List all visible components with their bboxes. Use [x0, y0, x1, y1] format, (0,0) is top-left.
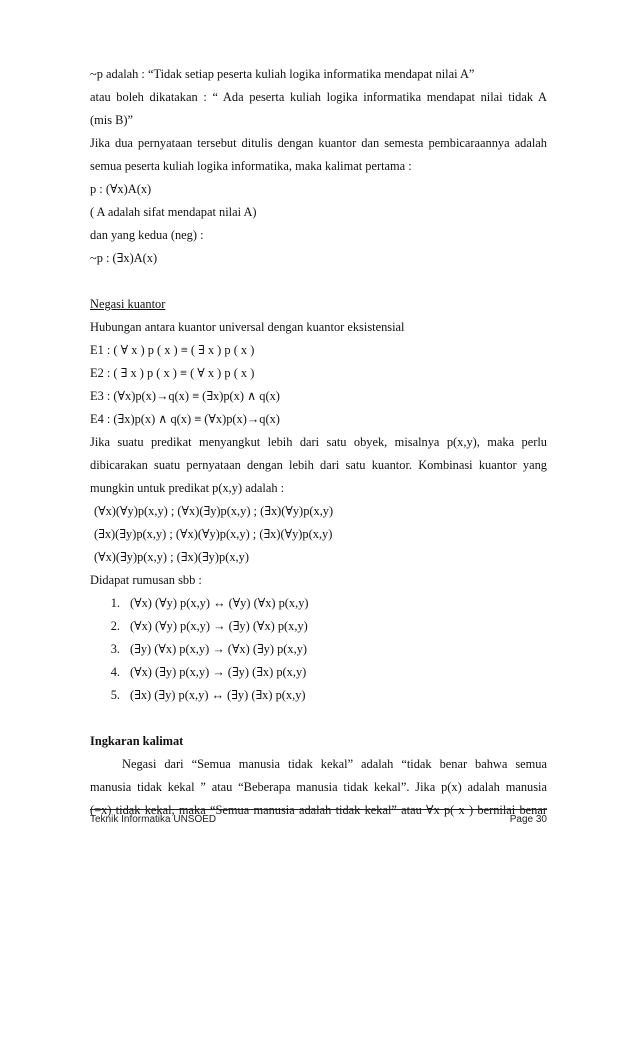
section-heading-ingkaran-kalimat: Ingkaran kalimat — [90, 734, 184, 748]
list-item — [90, 615, 547, 638]
list-item — [90, 684, 547, 707]
list-number: 3. — [110, 642, 120, 656]
footer-institution: Teknik Informatika UNSOED — [90, 814, 217, 825]
formula-text: (∀x) (∀y) p(x,y) ↔ (∀y) (∀x) p(x,y) — [130, 596, 309, 610]
list-item — [90, 638, 547, 661]
list-number: 2. — [110, 619, 120, 633]
text-line: dibicarakan suatu pernyataan dengan lebih dari satu kuantor. Kombinasi kuantor yang — [90, 458, 547, 472]
text-line: Didapat rumusan sbb : — [90, 573, 202, 587]
text-line: Jika dua pernyataan tersebut ditulis dengan kuantor dan semesta pembicaraannya adalah — [90, 136, 547, 150]
quantifier-combination-row: (∃x)(∃y)p(x,y) ; (∀x)(∀y)p(x,y) ; (∃x)(∀y)p(x,y) — [94, 527, 333, 541]
formula-line: ~p : (∃x)A(x) — [90, 251, 158, 265]
document-body — [90, 63, 547, 822]
text-line: Jika suatu predikat menyangkut lebih dari satu obyek, misalnya p(x,y), maka perlu — [90, 435, 547, 449]
formula-text: (∀x) (∀y) p(x,y) → (∃y) (∀x) p(x,y) — [130, 619, 308, 633]
text-line: mungkin untuk predikat p(x,y) adalah : — [90, 481, 285, 495]
equivalence-e1: E1 : ( ∀ x ) p ( x ) ≡ ( ∃ x ) p ( x ) — [90, 343, 255, 357]
text-line: Hubungan antara kuantor universal dengan kuantor eksistensial — [90, 320, 405, 334]
text-line: ( A adalah sifat mendapat nilai A) — [90, 205, 257, 219]
text-line: ~p adalah : “Tidak setiap peserta kuliah logika informatika mendapat nilai A” — [90, 67, 475, 81]
quantifier-combination-row: (∀x)(∃y)p(x,y) ; (∃x)(∃y)p(x,y) — [94, 550, 249, 564]
formula-text: (∃y) (∀x) p(x,y) → (∀x) (∃y) p(x,y) — [130, 642, 308, 656]
section-heading-negasi-kuantor: Negasi kuantor — [90, 297, 166, 311]
formula-line: p : (∀x)A(x) — [90, 182, 152, 196]
list-number: 5. — [110, 688, 120, 702]
formula-list — [90, 592, 547, 707]
text-line: (mis B)” — [90, 113, 134, 127]
page-footer — [90, 814, 547, 825]
footer-divider — [90, 809, 547, 810]
list-item — [90, 661, 547, 684]
list-number: 1. — [110, 596, 120, 610]
formula-text: (∃x) (∃y) p(x,y) ↔ (∃y) (∃x) p(x,y) — [130, 688, 306, 702]
page-number: Page 30 — [509, 814, 547, 825]
spacer — [90, 270, 547, 293]
formula-text: (∀x) (∃y) p(x,y) → (∃y) (∃x) p(x,y) — [130, 665, 307, 679]
text-line: dan yang kedua (neg) : — [90, 228, 204, 242]
list-item — [90, 592, 547, 615]
text-line: (=x) tidak kekal, maka “Semua manusia adalah tidak kekal” atau ∀x p( x ) bernilai benar — [90, 803, 547, 817]
text-line: Negasi dari “Semua manusia tidak kekal” adalah “tidak benar bahwa semua — [122, 757, 547, 771]
equivalence-e4: E4 : (∃x)p(x) ∧ q(x) ≡ (∀x)p(x)→q(x) — [90, 412, 280, 426]
equivalence-e3: E3 : (∀x)p(x)→q(x) ≡ (∃x)p(x) ∧ q(x) — [90, 389, 280, 403]
text-line: atau boleh dikatakan : “ Ada peserta kuliah logika informatika mendapat nilai tidak A — [90, 90, 547, 104]
spacer — [90, 707, 547, 730]
quantifier-combination-row: (∀x)(∀y)p(x,y) ; (∀x)(∃y)p(x,y) ; (∃x)(∀y)p(x,y) — [94, 504, 334, 518]
text-line: semua peserta kuliah logika informatika, maka kalimat pertama : — [90, 159, 412, 173]
text-line: manusia tidak kekal ” atau “Beberapa manusia tidak kekal”. Jika p(x) adalah manusia — [90, 780, 547, 794]
list-number: 4. — [110, 665, 120, 679]
equivalence-e2: E2 : ( ∃ x ) p ( x ) ≡ ( ∀ x ) p ( x ) — [90, 366, 255, 380]
